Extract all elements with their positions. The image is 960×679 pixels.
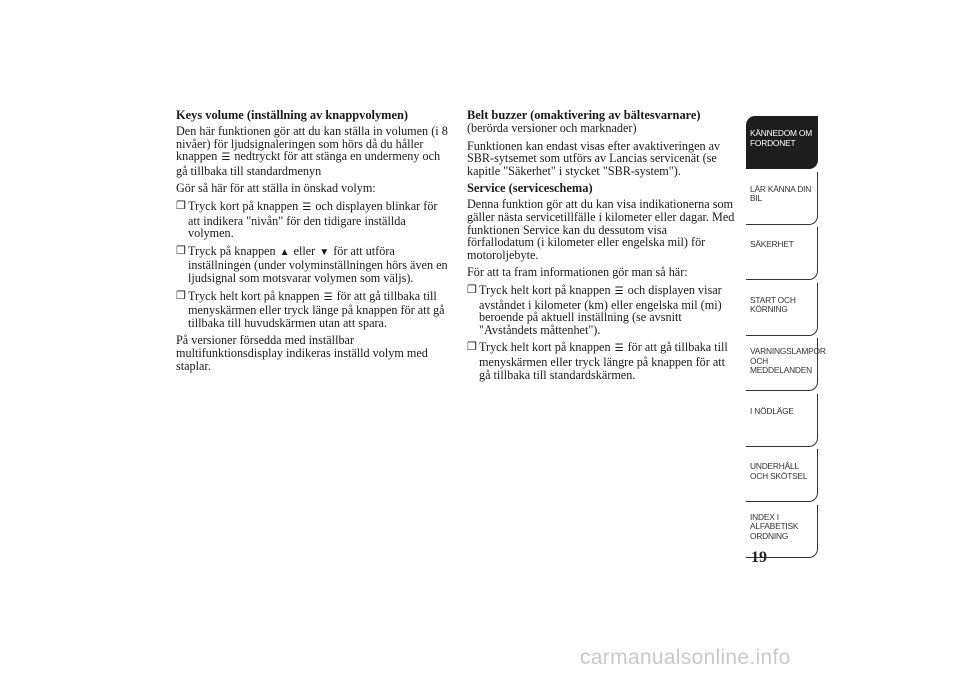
paragraph-intro — [176, 125, 448, 177]
tab-index[interactable]: INDEX I ALFABETISK ORDNING — [746, 505, 818, 558]
right-column — [467, 109, 735, 386]
text-span: och displayen blinkar för att indikera "nivån" för den tidigare inställda volymen. — [188, 198, 438, 241]
bullet-mark: ❒ — [467, 283, 477, 296]
list-item-text — [188, 290, 448, 330]
list-item — [176, 290, 448, 330]
text-span: för att utföra inställningen (under volyminställningen hörs även en ljudsignal som motsvarar volymen som väljs). — [188, 243, 448, 285]
list-item — [467, 341, 735, 381]
list-item-text — [479, 341, 735, 381]
menu-button-icon: ☰ — [302, 201, 312, 213]
menu-button-icon: ☰ — [614, 343, 624, 355]
tab-underhall-och-skotsel[interactable]: UNDERHÅLL OCH SKÖTSEL — [746, 449, 818, 502]
text-span: för att gå tillbaka till menyskärmen eller tryck länge på knappen för att gå tillbaka till huvudskärmen utan att spara. — [188, 288, 445, 330]
list-item-text — [188, 200, 448, 240]
paragraph-service: Denna funktion gör att du kan visa indikationerna som gäller nästa servicetillfälle i kilometer eller dagar. Med funktionen Service kan du dessutom visa förfallodatum (i kilometer eller engelska mil) för motoroljebyte. — [467, 197, 735, 262]
down-button-icon: ▼ — [319, 246, 330, 258]
bullet-mark: ❒ — [176, 289, 186, 302]
tab-lar-kanna-din-bil[interactable]: LÄR KÄNNA DIN BIL — [746, 172, 818, 225]
paragraph-belt-buzzer: Funktionen kan endast visas efter avaktiveringen av SBR-sytsemet som utförs av Lancias servicenät (se kapitle "Säkerhet" i stycket "SBR-system"). — [467, 138, 721, 178]
text-span: eller — [290, 243, 319, 258]
watermark: carmanualsonline.info — [580, 646, 791, 669]
menu-button-icon: ☰ — [323, 291, 333, 303]
paragraph-footer: På versioner försedda med inställbar multifunktionsdisplay indikeras inställd volym med staplar. — [176, 333, 428, 373]
text-span: för att gå tillbaka till menyskärmen eller tryck längre på knappen för att gå tillbaka till standardskärmen. — [479, 340, 728, 382]
list-item-text — [188, 245, 448, 285]
tab-sakerhet[interactable]: SÄKERHET — [746, 227, 818, 280]
section-heading-service: Service (serviceschema) — [467, 181, 593, 196]
chapter-tabs — [746, 116, 826, 560]
bullet-mark: ❒ — [176, 244, 186, 257]
section-heading-belt-buzzer: Belt buzzer (omaktivering av bältesvarnare) — [467, 108, 701, 122]
text-span: Tryck kort på knappen — [188, 198, 302, 213]
tab-start-och-korning[interactable]: START OCH KÖRNING — [746, 283, 818, 336]
list-item-text — [479, 284, 735, 336]
left-column — [176, 109, 448, 377]
subheading-versions: (berörda versioner och marknader) — [467, 121, 637, 135]
tab-i-nodlage[interactable]: I NÖDLÄGE — [746, 394, 818, 447]
paragraph-steps-intro: Gör så här för att ställa in önskad volym: — [176, 181, 376, 196]
up-button-icon: ▲ — [279, 246, 290, 258]
list-item — [176, 245, 448, 285]
text-span: Tryck helt kort på knappen — [479, 340, 614, 355]
menu-button-icon: ☰ — [614, 285, 624, 297]
bullet-mark: ❒ — [467, 341, 477, 354]
tab-kannedom-om-fordonet[interactable]: KÄNNEDOM OM FORDONET — [746, 116, 818, 169]
text-span: Tryck helt kort på knappen — [479, 282, 614, 297]
section-heading-keys-volume: Keys volume (inställning av knappvolymen) — [176, 108, 409, 122]
page-number: 19 — [751, 549, 767, 566]
tab-varningslampor[interactable]: VARNINGSLAMPOR OCH MEDDELANDEN — [746, 338, 818, 391]
text-span: Den här funktionen gör att du kan ställa in volumen (i 8 nivåer) för ljudsignaleringen som hörs då du håller knappen — [176, 124, 448, 164]
text-span: Tryck på knappen — [188, 243, 279, 258]
text-span: Tryck helt kort på knappen — [188, 288, 323, 303]
bullet-mark: ❒ — [176, 199, 186, 212]
text-span: nedtryckt för att stänga en undermeny och gå tillbaka till standardmenyn — [176, 149, 441, 178]
list-item — [467, 284, 735, 336]
menu-button-icon: ☰ — [221, 152, 231, 164]
list-item — [176, 200, 448, 240]
text-span: och displayen visar avståndet i kilometer (km) eller engelska mil (mi) beroende på aktuell inställning (se avsnitt "Avståndets måttenhet"). — [479, 282, 722, 337]
paragraph-service-steps: För att ta fram informationen gör man så här: — [467, 265, 688, 280]
